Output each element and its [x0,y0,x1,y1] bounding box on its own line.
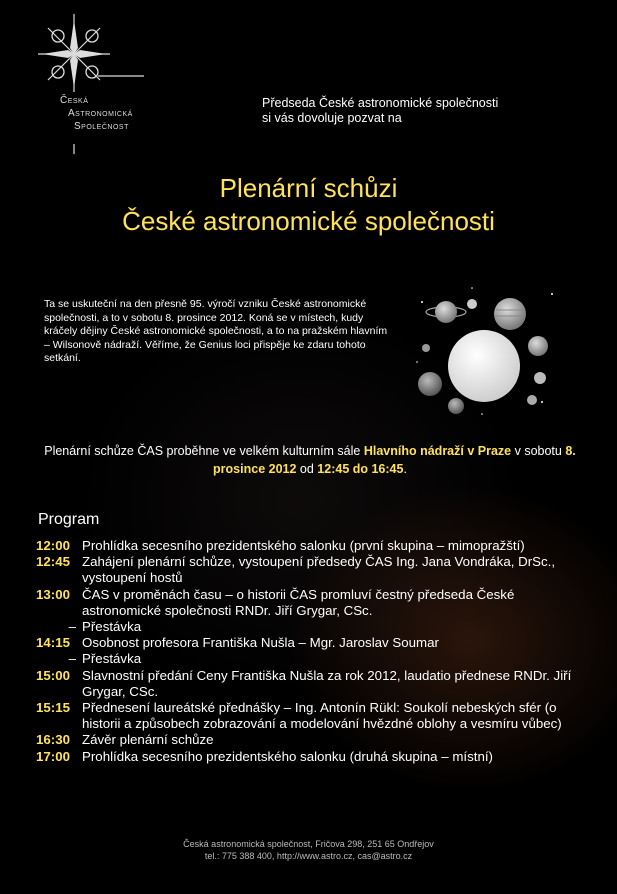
venue-info [40,442,580,478]
program-item-time: – [68,651,76,667]
footer-address: Česká astronomická společnost, Fričova 298, 251 65 Ondřejov [183,839,434,849]
program-item [36,619,596,635]
title-line-2: České astronomické společnosti [122,206,495,236]
program-item [36,635,596,651]
program-item-time: – [68,619,76,635]
program-item-time: 15:00 [36,667,71,683]
planets-illustration [412,282,562,422]
logo-line-3: Společnost [74,121,129,132]
logo-wordmark [60,94,133,133]
program-item-text: Osobnost profesora Františka Nušla – Mgr. Jaroslav Soumar [82,635,439,651]
program-item-text: Prohlídka secesního prezidentského salonku (první skupina – mimopražští) [82,538,525,553]
venue-text-3: od [296,462,318,476]
invite-line-1: Předseda České astronomické společnosti [262,96,499,110]
title-line-1: Plenární schůzi [219,173,398,203]
venue-text-1: Plenární schůze ČAS proběhne ve velkém kulturním sále [44,444,364,458]
program-item [36,749,596,765]
venue-text-4: . [403,462,407,476]
logo-line-2: Astronomická [68,108,133,119]
footer-contact: tel.: 775 388 400, http://www.astro.cz, cas@astro.cz [204,851,413,861]
program-item-time: 13:00 [36,586,71,602]
venue-place: Hlavního nádraží v Praze [363,444,512,458]
program-item-time: 15:15 [36,700,71,716]
program-item [36,554,596,586]
program-item-text: Zahájení plenární schůze, vystoupení předsedy ČAS Ing. Jana Vondráka, DrSc., vystoupení hostů [82,554,556,586]
program-item-time: 12:45 [36,554,71,570]
star-compass-icon [38,14,148,154]
program-item [36,700,596,732]
program-item [36,651,596,667]
program-item [36,668,596,700]
program-item-text: ČAS v proměnách času – o historii ČAS promluví čestný předseda České astronomické společnosti RNDr. Jiří Grygar, CSc. [82,586,515,618]
program-item [36,587,596,619]
program-item-text: Slavnostní předání Ceny Františka Nušla za rok 2012, laudatio přednese RNDr. Jiří Grygar, CSc. [82,667,572,699]
program-item-text: Přestávka [82,651,142,667]
logo-line-1: Česká [60,95,89,106]
venue-date: 8. prosince 2012 [213,444,576,476]
program-item-text: Přestávka [82,619,142,635]
program-item-time: 16:30 [36,732,71,748]
program-heading: Program [38,511,100,528]
program-item-time: 12:00 [36,538,71,553]
program-list [36,538,596,765]
venue-time: 12:45 do 16:45 [317,462,404,476]
program-item-text: Závěr plenární schůze [82,732,214,748]
invite-line-2: si vás dovoluje pozvat na [262,111,402,125]
page-title [0,172,617,238]
program-item [36,732,596,748]
invitation-text [262,96,582,126]
program-item-text: Prohlídka secesního prezidentského salonku (druhá skupina – místní) [82,748,493,764]
program-item-text: Přednesení laureátské přednášky – Ing. Antonín Rükl: Soukolí nebeských sfér (o historii a způsobech zobrazování a modelování hvězdné oblohy a vesmíru vůbec) [82,700,562,732]
cas-logo [38,14,148,154]
footer [0,838,617,862]
program-item-time: 17:00 [36,748,71,764]
venue-text-2: v sobotu [511,444,566,458]
program-item [36,538,596,554]
intro-paragraph: Ta se uskuteční na den přesně 95. výročí vzniku České astronomické společnosti, a to v sobotu 8. prosince 2012. Koná se v místech, kudy kráčely dějiny České astronomické společnosti, a to na pražském hlavním – Wilsonově nádraží. Věříme, že Genius loci přispěje ke zdaru tohoto setkání. [44,298,388,364]
program-item-time: 14:15 [36,635,71,651]
